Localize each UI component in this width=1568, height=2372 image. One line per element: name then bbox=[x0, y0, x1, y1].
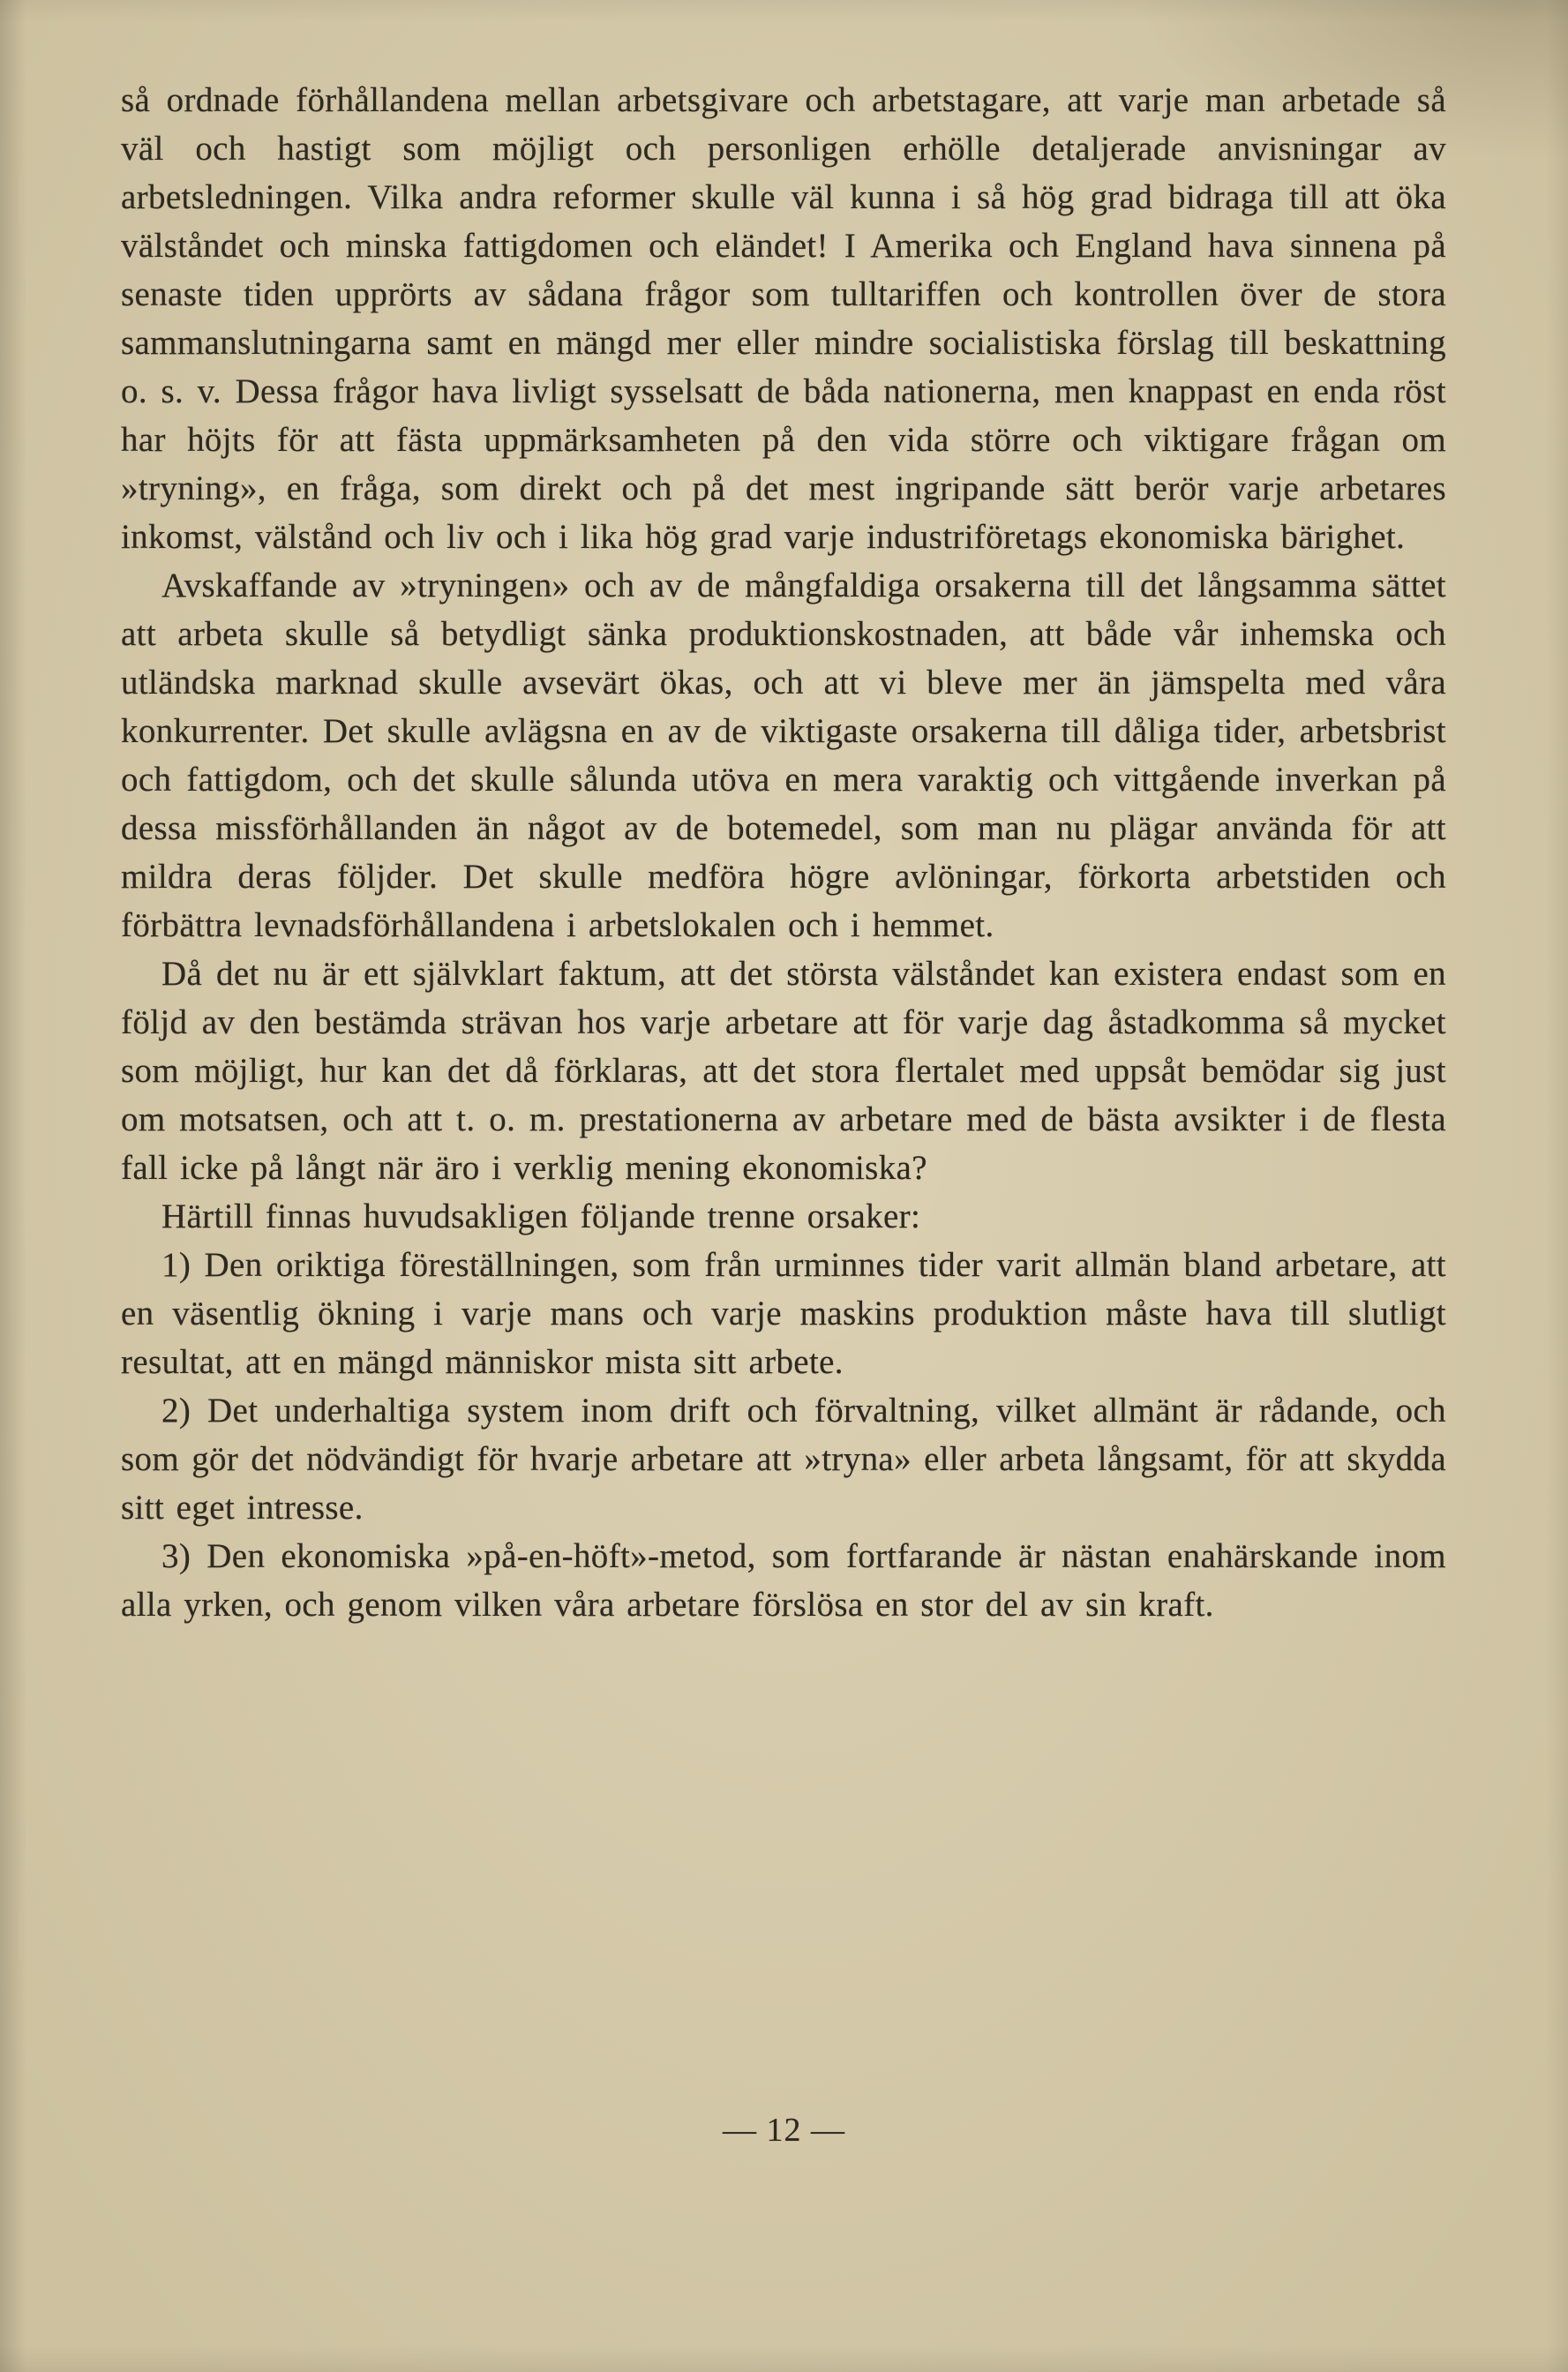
paragraph-4: Härtill finnas huvudsakligen följande trenne orsaker: bbox=[161, 1197, 921, 1235]
paragraph-1: så ordnade förhållandena mellan arbetsgivare och arbetstagare, att varje man arbetade så väl och hastigt som möjligt och personligen erhölle detaljerade anvisningar av arbetsledningen. Vilka andra reformer skulle väl kunna i så hög grad bidraga till att öka välståndet och minska fattigdomen och eländet! I Amerika och England hava sinnena på senaste tiden upprörts av sådana frågor som tulltariffen och kontrollen över de stora sammanslutningarna samt en mängd mer eller mindre socialistiska förslag till beskattning o. s. v. Dessa frågor hava livligt sysselsatt de båda nationerna, men knappast en enda röst har höjts för att fästa uppmärksamheten på den vida större och viktigare frågan om »tryning», en fråga, som direkt och på det mest ingripande sätt berör varje arbetares inkomst, välstånd och liv och i lika hög grad varje industriföretags ekonomiska bärighet. bbox=[121, 81, 1446, 556]
paragraph-3: Då det nu är ett självklart faktum, att det största välståndet kan existera endast som en följd av den bestämda strävan hos varje arbetare att för varje dag åstadkomma så mycket som möjligt, hur kan det då förklaras, att det stora flertalet med uppsåt bemödar sig just om motsatsen, och att t. o. m. prestationerna av arbetare med de bästa avsikter i de flesta fall icke på långt när äro i verklig mening ekonomiska? bbox=[121, 955, 1446, 1187]
page-number: — 12 — bbox=[723, 2112, 845, 2149]
paragraph-2: Avskaffande av »tryningen» och av de mångfaldiga orsakerna till det långsamma sättet att arbeta skulle så betydligt sänka produktionskostnaden, att både vår inhemska och utländska marknad skulle avsevärt ökas, och att vi bleve mer än jämspelta med våra konkurrenter. Det skulle avlägsna en av de viktigaste orsakerna till dåliga tider, arbetsbrist och fattigdom, och det skulle sålunda utöva en mera varaktig och vittgående inverkan på dessa missförhållanden än något av de botemedel, som man nu plägar använda för att mildra deras följder. Det skulle medföra högre avlöningar, förkorta arbetstiden och förbättra levnadsförhållandena i arbetslokalen och i hemmet. bbox=[121, 567, 1446, 944]
paragraph-7: 3) Den ekonomiska »på-en-höft»-metod, som fortfarande är nästan enahärskande inom alla yrken, och genom vilken våra arbetare förslösa en stor del av sin kraft. bbox=[121, 1537, 1446, 1624]
page-text bbox=[121, 76, 1446, 1629]
paragraph-5: 1) Den oriktiga föreställningen, som från urminnes tider varit allmän bland arbetare, att en väsentlig ökning i varje mans och varje maskins produktion måste hava till slutligt resultat, att en mängd människor mista sitt arbete. bbox=[121, 1246, 1446, 1381]
paragraph-6: 2) Det underhaltiga system inom drift och förvaltning, vilket allmänt är rådande, och som gör det nödvändigt för hvarje arbetare att »tryna» eller arbeta långsamt, för att skydda sitt eget intresse. bbox=[121, 1392, 1446, 1527]
